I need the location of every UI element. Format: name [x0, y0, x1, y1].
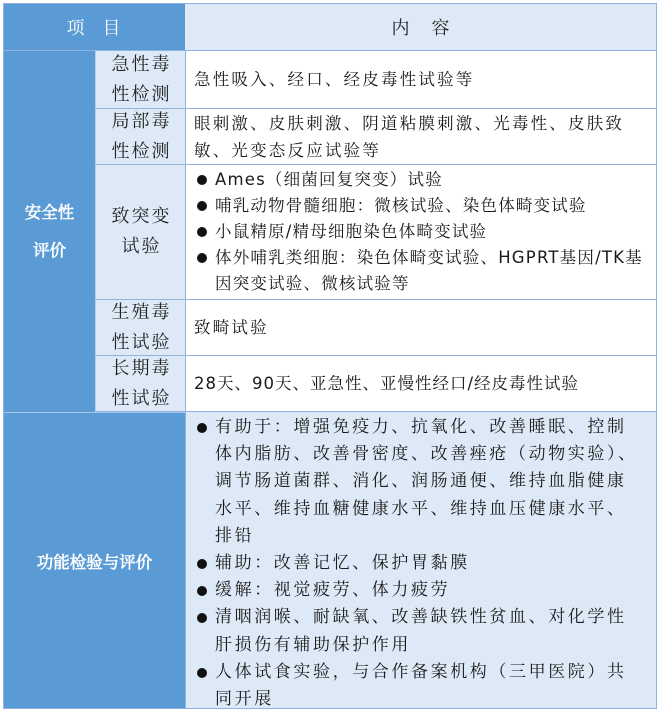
list-item: Ames（细菌回复突变）试验 [194, 167, 648, 193]
evaluation-table [3, 3, 657, 709]
function-content [185, 412, 656, 708]
table-row [95, 109, 656, 165]
row-label: 生殖毒性试验 [95, 300, 185, 356]
function-list [194, 414, 646, 713]
table-row [95, 51, 656, 109]
safety-category-line1: 安全性 [24, 202, 75, 222]
table-row [95, 356, 656, 412]
table-row [95, 300, 656, 356]
mutagenicity-list [194, 167, 648, 297]
list-item: 辅助：改善记忆、保护胃黏膜 [194, 550, 646, 577]
row-content: 28天、90天、亚急性、亚慢性经口/经皮毒性试验 [185, 356, 656, 412]
header-item: 项目 [4, 4, 185, 51]
list-item: 人体试食实验，与合作备案机构（三甲医院）共同开展 [194, 659, 646, 713]
row-label: 局部毒性检测 [95, 109, 185, 165]
table-header-row [4, 4, 656, 51]
list-item: 清咽润喉、耐缺氧、改善缺铁性贫血、对化学性肝损伤有辅助保护作用 [194, 604, 646, 658]
safety-category [4, 51, 95, 412]
list-item: 小鼠精原/精母细胞染色体畸变试验 [194, 219, 648, 245]
list-item: 哺乳动物骨髓细胞：微核试验、染色体畸变试验 [194, 193, 648, 219]
row-label: 长期毒性试验 [95, 356, 185, 412]
function-section [4, 412, 656, 708]
row-content: 眼刺激、皮肤刺激、阴道粘膜刺激、光毒性、皮肤致敏、光变态反应试验等 [185, 109, 656, 165]
row-content [185, 165, 656, 300]
row-content: 急性吸入、经口、经皮毒性试验等 [185, 51, 656, 109]
function-category: 功能检验与评价 [4, 412, 185, 708]
row-label: 致突变试验 [95, 165, 185, 300]
header-content: 内容 [185, 4, 656, 51]
safety-section [4, 51, 656, 412]
table-row [95, 165, 656, 300]
row-content: 致畸试验 [185, 300, 656, 356]
list-item: 有助于：增强免疫力、抗氧化、改善睡眠、控制体内脂肪、改善骨密度、改善痤疮（动物实验）、调节肠道菌群、消化、润肠通便、维持血脂健康水平、维持血糖健康水平、维持血压健康水平、排铅 [194, 414, 646, 550]
list-item: 体外哺乳类细胞：染色体畸变试验、HGPRT基因/TK基因突变试验、微核试验等 [194, 245, 648, 297]
row-label: 急性毒性检测 [95, 51, 185, 109]
safety-category-line2: 评价 [33, 240, 66, 260]
list-item: 缓解：视觉疲劳、体力疲劳 [194, 577, 646, 604]
safety-rows [95, 51, 656, 412]
